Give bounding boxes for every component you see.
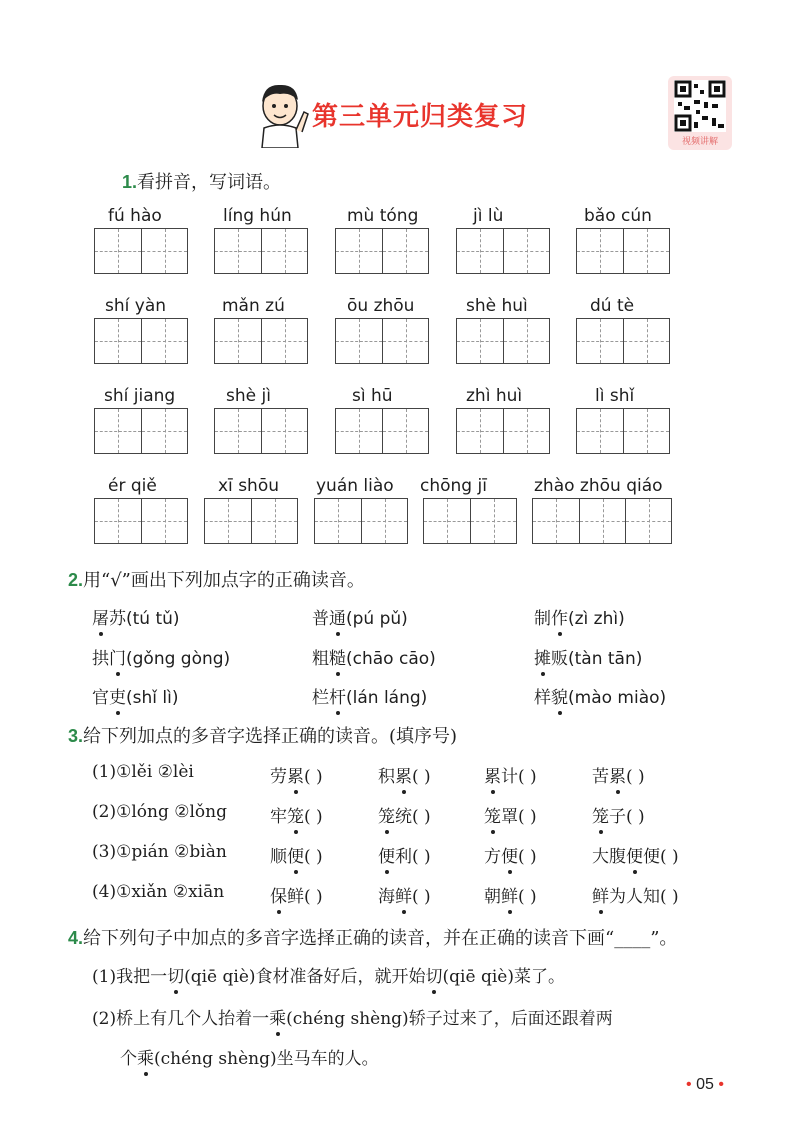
question-4-heading: 4.给下列句子中加点的多音字选择正确的读音，并在正确的读音下画“____”。: [68, 928, 678, 949]
sentence-1[interactable]: (1)我把一切(qiē qiè)食材准备好后，就开始切(qiē qiè)菜了。: [92, 962, 565, 987]
writing-grid[interactable]: [204, 498, 298, 544]
polyphone-word[interactable]: 笼统( ): [378, 802, 431, 827]
pinyin-label: zhì huì: [466, 386, 523, 406]
pinyin-label: ōu zhōu: [347, 296, 415, 316]
dot-icon: •: [686, 1076, 692, 1093]
dot-icon: •: [718, 1076, 724, 1093]
question-3-heading: 3.给下列加点的多音字选择正确的读音。(填序号): [68, 726, 458, 747]
pinyin-label: shè jì: [226, 386, 271, 406]
polyphone-options: (4)①xiǎn ②xiān: [92, 882, 225, 902]
pinyin-label: mù tóng: [347, 206, 419, 226]
pinyin-label: shí jiang: [104, 386, 176, 406]
pinyin-label: ér qiě: [108, 476, 157, 496]
sentence-2-continued[interactable]: 个乘(chéng shèng)坐马车的人。: [120, 1044, 379, 1069]
polyphone-options: (2)①lóng ②lǒng: [92, 802, 227, 822]
writing-grid[interactable]: [94, 408, 188, 454]
writing-grid[interactable]: [423, 498, 517, 544]
polyphone-word[interactable]: 笼子( ): [592, 802, 645, 827]
polyphone-options: (3)①pián ②biàn: [92, 842, 227, 862]
polyphone-word[interactable]: 苦累( ): [592, 762, 645, 787]
pinyin-label: shí yàn: [105, 296, 167, 316]
polyphone-word[interactable]: 便利( ): [378, 842, 431, 867]
pinyin-label: sì hū: [352, 386, 393, 406]
pinyin-label: yuán liào: [316, 476, 394, 496]
pinyin-label: zhào zhōu qiáo: [534, 476, 663, 496]
writing-grid[interactable]: [335, 228, 429, 274]
reading-choice-item[interactable]: 制作(zì zhì): [534, 604, 625, 629]
writing-grid[interactable]: [532, 498, 672, 544]
writing-grid[interactable]: [576, 318, 670, 364]
reading-choice-item[interactable]: 拱门(gǒng gòng): [92, 644, 230, 669]
reading-choice-item[interactable]: 官吏(shǐ lì): [92, 683, 178, 708]
reading-choice-item[interactable]: 摊贩(tàn tān): [534, 644, 642, 669]
polyphone-word[interactable]: 大腹便便( ): [592, 842, 679, 867]
writing-grid[interactable]: [214, 318, 308, 364]
polyphone-word[interactable]: 方便( ): [484, 842, 537, 867]
writing-grid[interactable]: [456, 318, 550, 364]
reading-choice-item[interactable]: 普通(pú pǔ): [312, 604, 408, 629]
writing-grid[interactable]: [456, 408, 550, 454]
page-number: • 05 •: [686, 1076, 724, 1093]
pinyin-label: mǎn zú: [222, 296, 285, 316]
reading-choice-item[interactable]: 栏杆(lán láng): [312, 683, 427, 708]
polyphone-word[interactable]: 笼罩( ): [484, 802, 537, 827]
pinyin-label: jì lù: [473, 206, 504, 226]
writing-grid[interactable]: [94, 228, 188, 274]
polyphone-options: (1)①lěi ②lèi: [92, 762, 194, 782]
pinyin-label: shè huì: [466, 296, 528, 316]
boy-mascot-illustration: [250, 76, 312, 148]
sentence-2[interactable]: (2)桥上有几个人抬着一乘(chéng shèng)轿子过来了，后面还跟着两: [92, 1004, 613, 1029]
pinyin-label: bǎo cún: [584, 206, 652, 226]
polyphone-word[interactable]: 累计( ): [484, 762, 537, 787]
pinyin-label: chōng jī: [420, 476, 487, 496]
polyphone-word[interactable]: 劳累( ): [270, 762, 323, 787]
writing-grid[interactable]: [214, 228, 308, 274]
writing-grid[interactable]: [576, 408, 670, 454]
reading-choice-item[interactable]: 粗糙(chāo cāo): [312, 644, 436, 669]
writing-grid[interactable]: [456, 228, 550, 274]
writing-grid[interactable]: [335, 408, 429, 454]
reading-choice-item[interactable]: 屠苏(tú tǔ): [92, 604, 180, 629]
writing-grid[interactable]: [576, 228, 670, 274]
polyphone-word[interactable]: 积累( ): [378, 762, 431, 787]
qr-code-panel[interactable]: [668, 76, 732, 150]
writing-grid[interactable]: [335, 318, 429, 364]
pinyin-label: líng hún: [223, 206, 292, 226]
writing-grid[interactable]: [94, 318, 188, 364]
polyphone-word[interactable]: 海鲜( ): [378, 882, 431, 907]
pinyin-label: lì shǐ: [595, 386, 635, 406]
qr-code-icon: [674, 80, 726, 132]
writing-grid[interactable]: [94, 498, 188, 544]
writing-grid[interactable]: [314, 498, 408, 544]
polyphone-word[interactable]: 鲜为人知( ): [592, 882, 679, 907]
pinyin-label: fú hào: [108, 206, 162, 226]
reading-choice-item[interactable]: 样貌(mào miào): [534, 683, 666, 708]
pinyin-label: dú tè: [590, 296, 635, 316]
polyphone-word[interactable]: 顺便( ): [270, 842, 323, 867]
polyphone-word[interactable]: 朝鲜( ): [484, 882, 537, 907]
question-2-heading: 2.用“√”画出下列加点字的正确读音。: [68, 570, 365, 591]
polyphone-word[interactable]: 保鲜( ): [270, 882, 323, 907]
writing-grid[interactable]: [214, 408, 308, 454]
pinyin-label: xī shōu: [218, 476, 279, 496]
question-1-heading: 1.看拼音，写词语。: [122, 172, 282, 193]
polyphone-word[interactable]: 牢笼( ): [270, 802, 323, 827]
page-title: 第三单元归类复习: [312, 102, 529, 132]
qr-code-label: 视频讲解: [681, 137, 718, 147]
